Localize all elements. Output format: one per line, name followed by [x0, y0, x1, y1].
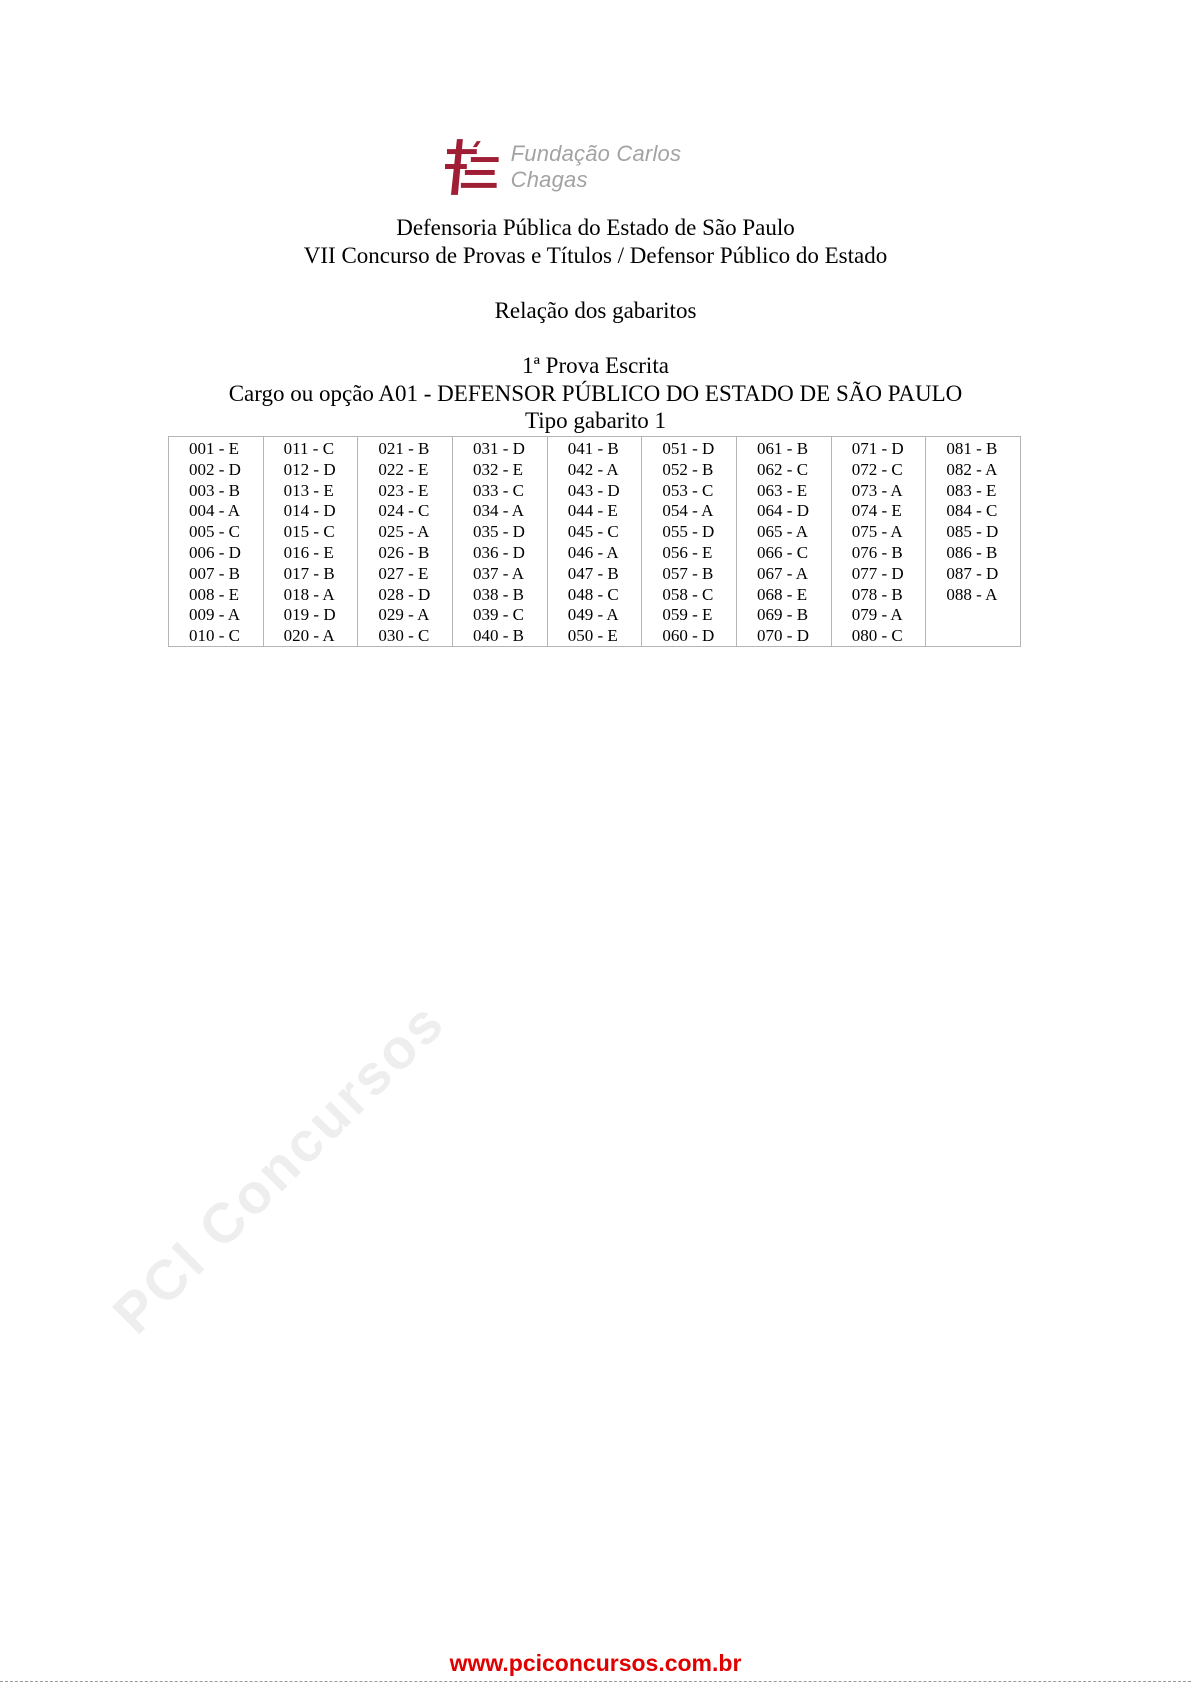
answer-cell: 060 - D	[662, 626, 715, 646]
answer-cell: 064 - D	[757, 501, 809, 521]
answer-cell: 046 - A	[567, 542, 619, 562]
answer-cell: 040 - B	[473, 626, 525, 646]
answer-cell: 055 - D	[662, 522, 715, 542]
answer-cell: 022 - E	[378, 459, 429, 479]
answer-cell: 004 - A	[189, 501, 240, 521]
test-name: 1ª Prova Escrita	[522, 353, 669, 378]
answer-cell: 073 - A	[851, 480, 903, 500]
document-title: Relação dos gabaritos	[494, 298, 697, 323]
answer-cell: 013 - E	[283, 480, 334, 500]
answer-cell: 035 - D	[473, 522, 525, 542]
answer-cell: 080 - C	[851, 626, 903, 646]
answer-cell: 030 - C	[378, 626, 430, 646]
answer-cell: 058 - C	[662, 584, 714, 604]
answer-cell: 047 - B	[567, 563, 619, 583]
answer-cell: 063 - E	[757, 480, 808, 500]
answer-cell: 018 - A	[283, 584, 335, 604]
answer-cell: 024 - C	[378, 501, 430, 521]
answer-cell: 033 - C	[473, 480, 525, 500]
answer-column	[641, 437, 736, 646]
answer-cell: 084 - C	[946, 501, 998, 521]
answer-cell: 007 - B	[189, 563, 240, 583]
answer-cell: 026 - B	[378, 542, 430, 562]
answer-column	[263, 437, 358, 646]
answer-cell: 044 - E	[567, 501, 618, 521]
answer-cell: 019 - D	[283, 605, 336, 625]
answer-cell: 077 - D	[851, 563, 904, 583]
answer-cell: 017 - B	[283, 563, 335, 583]
answer-cell: 036 - D	[473, 542, 525, 562]
answer-cell: 005 - C	[189, 522, 240, 542]
answer-cell: 052 - B	[662, 459, 714, 479]
answer-cell: 086 - B	[946, 542, 998, 562]
answer-cell: 011 - C	[283, 439, 335, 458]
answer-cell: 056 - E	[662, 542, 713, 562]
answer-cell: 066 - C	[757, 542, 809, 562]
answer-cell: 061 - B	[757, 439, 809, 458]
answer-cell: 009 - A	[189, 605, 240, 625]
answer-column	[357, 437, 452, 646]
answer-cell: 042 - A	[567, 459, 619, 479]
answer-cell: 015 - C	[283, 522, 335, 542]
answer-cell: 078 - B	[851, 584, 903, 604]
answer-cell: 054 - A	[662, 501, 714, 521]
answer-cell: 003 - B	[189, 480, 240, 500]
answer-cell: 050 - E	[567, 626, 618, 646]
answer-cell: 082 - A	[946, 459, 998, 479]
answer-cell: 051 - D	[662, 439, 715, 458]
answer-column	[925, 437, 1020, 646]
answer-cell: 029 - A	[378, 605, 430, 625]
watermark: PCI Concursos	[100, 989, 457, 1346]
answer-cell: 049 - A	[567, 605, 619, 625]
answer-column	[452, 437, 547, 646]
answer-cell: 012 - D	[283, 459, 336, 479]
answer-cell: 001 - E	[189, 439, 240, 458]
answer-cell: 020 - A	[283, 626, 335, 646]
answer-cell: 085 - D	[946, 522, 999, 542]
answer-cell: 079 - A	[851, 605, 903, 625]
answer-cell: 043 - D	[567, 480, 620, 500]
answer-cell: 069 - B	[757, 605, 809, 625]
logo-text: Fundação Carlos Chagas	[510, 141, 682, 192]
answer-cell: 065 - A	[757, 522, 809, 542]
footer-divider	[0, 1681, 1191, 1682]
answer-cell: 023 - E	[378, 480, 429, 500]
answer-cell: 062 - C	[757, 459, 809, 479]
position-name: Cargo ou opção A01 - DEFENSOR PÚBLICO DO ESTADO DE SÃO PAULO	[228, 381, 963, 406]
answer-cell: 071 - D	[851, 439, 904, 458]
answer-column	[831, 437, 926, 646]
answer-cell: 041 - B	[567, 439, 619, 458]
answer-cell: 025 - A	[378, 522, 430, 542]
answer-column	[169, 437, 263, 646]
answer-cell: 045 - C	[567, 522, 619, 542]
answer-cell: 037 - A	[473, 563, 525, 583]
fcc-logo	[443, 138, 763, 196]
answer-cell: 034 - A	[473, 501, 525, 521]
answer-cell: 067 - A	[757, 563, 809, 583]
answer-cell: 083 - E	[946, 480, 997, 500]
answer-cell: 075 - A	[851, 522, 903, 542]
answer-column	[736, 437, 831, 646]
answer-cell: 074 - E	[851, 501, 902, 521]
answer-cell: 088 - A	[946, 584, 998, 604]
answer-cell: 038 - B	[473, 584, 525, 604]
answer-column	[547, 437, 642, 646]
answer-cell: 076 - B	[851, 542, 903, 562]
answer-cell: 014 - D	[283, 501, 336, 521]
answer-cell: 057 - B	[662, 563, 714, 583]
answer-cell: 039 - C	[473, 605, 525, 625]
answer-cell: 002 - D	[189, 459, 241, 479]
answer-cell: 053 - C	[662, 480, 714, 500]
answer-cell: 070 - D	[757, 626, 809, 646]
answer-cell: 048 - C	[567, 584, 619, 604]
answer-key-type: Tipo gabarito 1	[525, 408, 666, 433]
answer-cell: 087 - D	[946, 563, 999, 583]
answer-cell: 068 - E	[757, 584, 808, 604]
answer-cell: 031 - D	[473, 439, 525, 458]
answer-cell: 032 - E	[473, 459, 524, 479]
answer-cell: 016 - E	[283, 542, 334, 562]
answer-cell: 072 - C	[851, 459, 903, 479]
answer-cell: 010 - C	[189, 626, 240, 646]
answer-cell: 059 - E	[662, 605, 713, 625]
answer-cell: 006 - D	[189, 542, 241, 562]
exam-title: VII Concurso de Provas e Títulos / Defensor Público do Estado	[303, 243, 888, 268]
answer-cell: 027 - E	[378, 563, 429, 583]
answer-key-table	[168, 436, 1021, 647]
answer-cell: 008 - E	[189, 584, 240, 604]
fcc-logo-icon	[443, 139, 501, 195]
organization-title: Defensoria Pública do Estado de São Paulo	[396, 215, 795, 240]
answer-cell: 028 - D	[378, 584, 431, 604]
answer-cell: 081 - B	[946, 439, 998, 458]
answer-cell: 021 - B	[378, 439, 430, 458]
footer-url[interactable]: www.pciconcursos.com.br	[449, 1650, 742, 1676]
